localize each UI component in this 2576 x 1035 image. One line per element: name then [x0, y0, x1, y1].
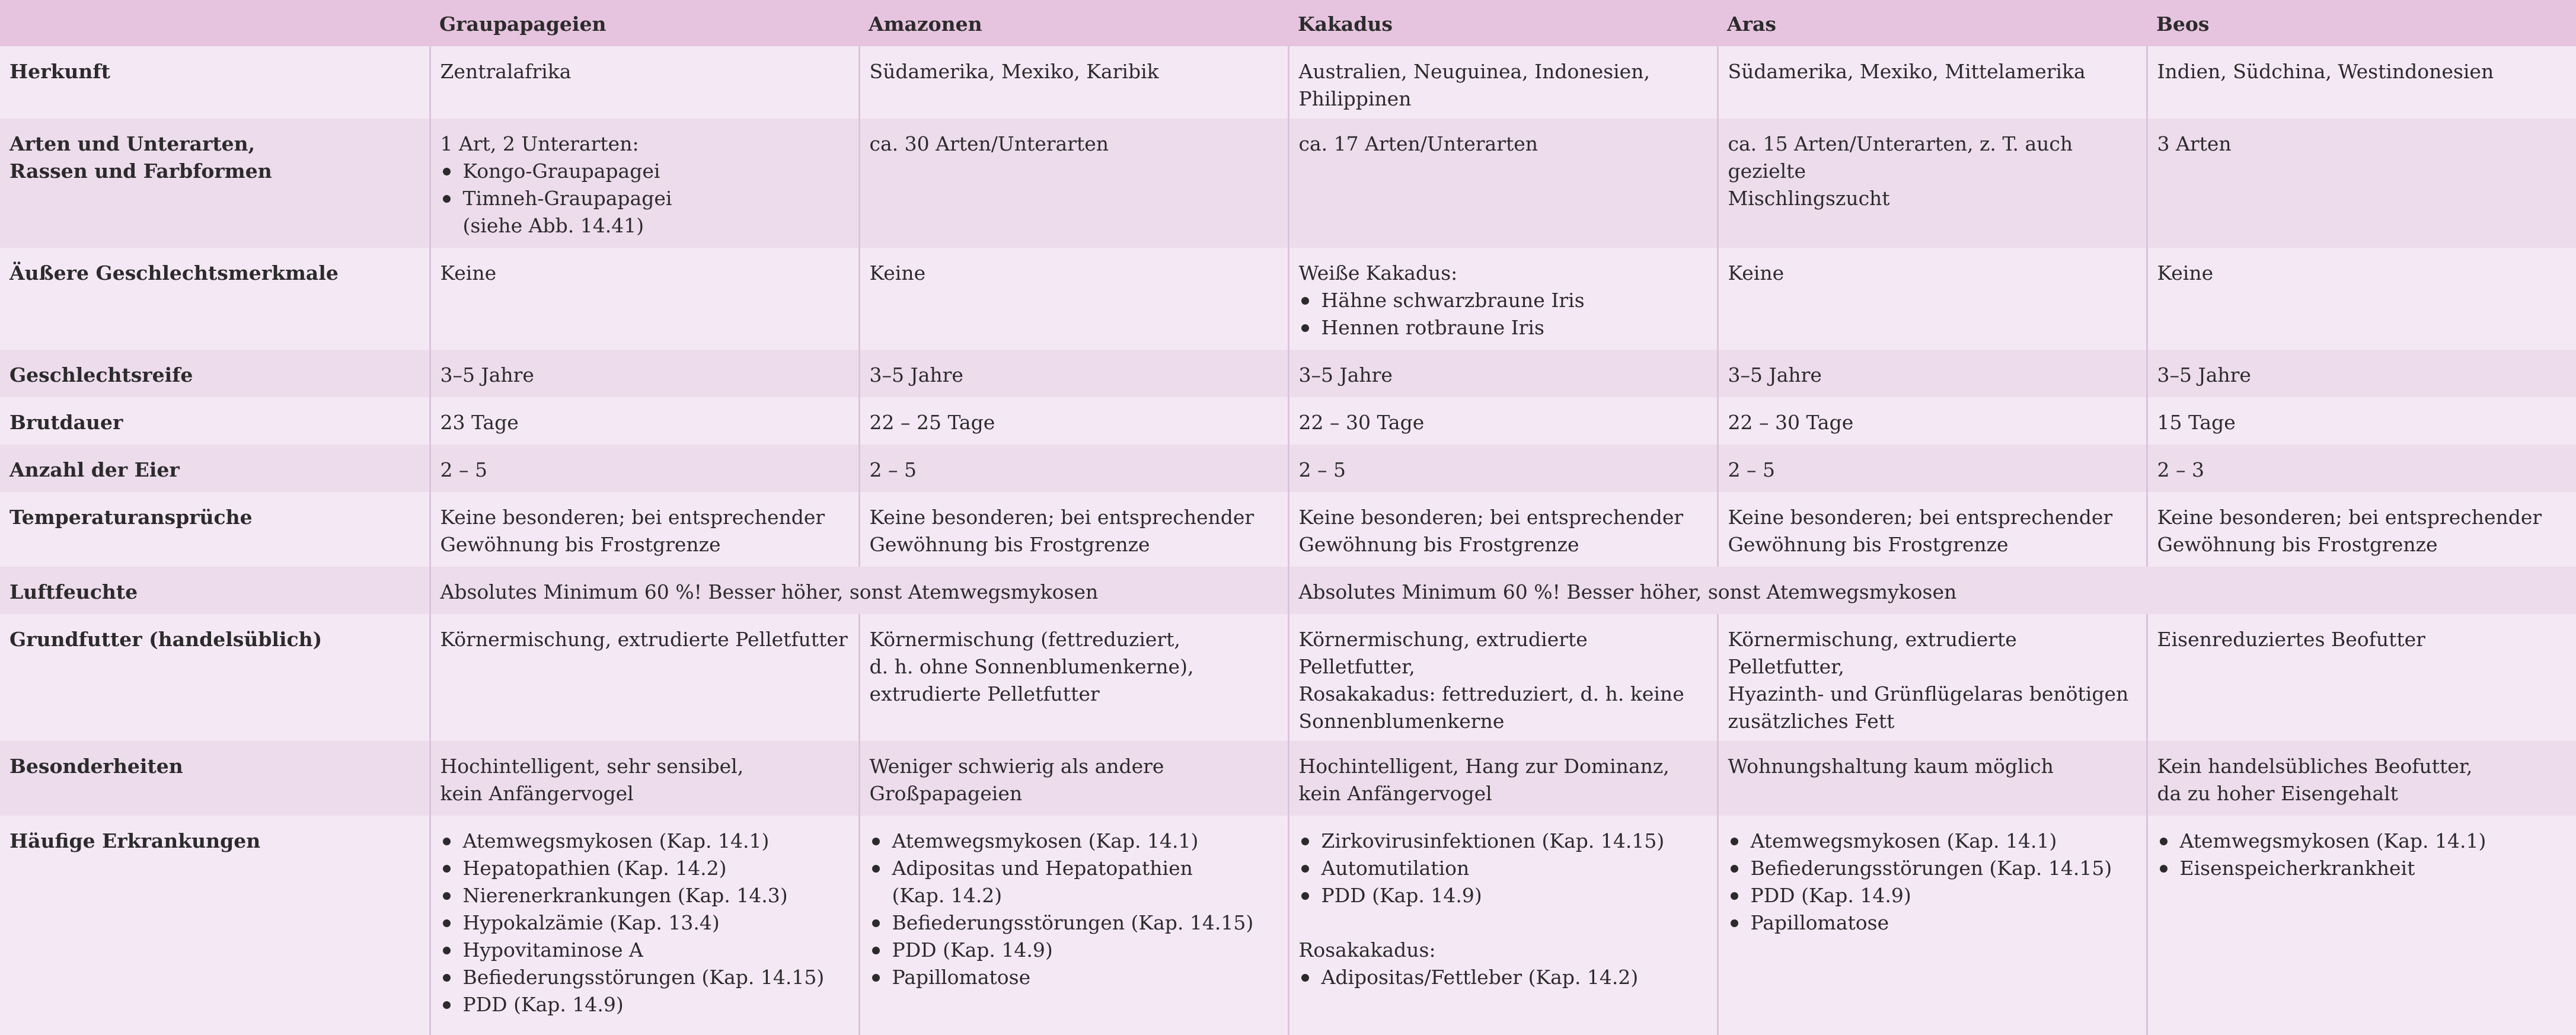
cell-kakadus	[1288, 816, 1718, 1035]
list-item: Kongo-Graupapagei	[440, 158, 849, 185]
row-label: Besonderheiten	[0, 741, 430, 816]
cell-aras: Körnermischung, extrudierte Pelletfutter, Hyazinth- und Grünflügelaras benötigen zusätzliches Fett	[1718, 614, 2147, 741]
cell-graupapageien: 3–5 Jahre	[430, 350, 859, 397]
row-anzahl-eier	[0, 445, 2576, 492]
row-label: Temperaturansprüche	[0, 492, 430, 567]
cell-aras: 3–5 Jahre	[1718, 350, 2147, 397]
bullet-list	[870, 828, 1278, 991]
cell-graupapageien	[430, 119, 859, 248]
bullet-list	[1299, 828, 1707, 909]
list-item: Hepatopathien (Kap. 14.2)	[440, 855, 849, 882]
cell-kakadus	[1288, 248, 1718, 350]
cell-aras: Keine besonderen; bei entsprechender Gewöhnung bis Frostgrenze	[1718, 492, 2147, 567]
row-temperaturansprueche	[0, 492, 2576, 567]
list-item: Befiederungsstörungen (Kap. 14.15)	[440, 964, 849, 991]
row-luftfeuchte	[0, 567, 2576, 614]
list-item: PDD (Kap. 14.9)	[1299, 882, 1707, 909]
cell-beos: Keine besonderen; bei entsprechender Gewöhnung bis Frostgrenze	[2147, 492, 2576, 567]
row-geschlechtsreife	[0, 350, 2576, 397]
list-item: Zirkovirusinfektionen (Kap. 14.15)	[1299, 828, 1707, 855]
row-label: Häufige Erkrankungen	[0, 816, 430, 1035]
cell-beos: Eisenreduziertes Beofutter	[2147, 614, 2576, 741]
cell-aras: ca. 15 Arten/Unterarten, z. T. auch gezielte Mischlingszucht	[1718, 119, 2147, 248]
spacer	[1299, 909, 1707, 937]
bullet-list	[2157, 828, 2567, 882]
cell-intro: 1 Art, 2 Unterarten:	[440, 132, 639, 155]
list-item: Atemwegsmykosen (Kap. 14.1)	[870, 828, 1278, 855]
list-item: Hypokalzämie (Kap. 13.4)	[440, 909, 849, 937]
cell-beos: 2 – 3	[2147, 445, 2576, 492]
cell-aras: Keine	[1718, 248, 2147, 350]
list-item: Adipositas und Hepatopathien (Kap. 14.2)	[870, 855, 1278, 909]
list-item: Befiederungsstörungen (Kap. 14.15)	[1728, 855, 2137, 882]
cell-amazonen: Körnermischung (fettreduziert, d. h. ohne Sonnenblumenkerne), extrudierte Pelletfutter	[859, 614, 1288, 741]
cell-aras: 22 – 30 Tage	[1718, 397, 2147, 445]
row-brutdauer	[0, 397, 2576, 445]
header-amazonen: Amazonen	[859, 0, 1288, 46]
list-item: Papillomatose	[1728, 909, 2137, 937]
cell-amazonen	[859, 816, 1288, 1035]
cell-kakadus: Australien, Neuguinea, Indonesien, Philippinen	[1288, 46, 1718, 119]
cell-beos: 15 Tage	[2147, 397, 2576, 445]
row-grundfutter	[0, 614, 2576, 741]
cell-amazonen: 22 – 25 Tage	[859, 397, 1288, 445]
list-item: Adipositas/Fettleber (Kap. 14.2)	[1299, 964, 1707, 991]
cell-beos: Indien, Südchina, Westindonesien	[2147, 46, 2576, 119]
row-label: Herkunft	[0, 46, 430, 119]
header-graupapageien: Graupapageien	[430, 0, 859, 46]
header-aras: Aras	[1718, 0, 2147, 46]
cell-luftfeuchte-right: Absolutes Minimum 60 %! Besser höher, sonst Atemwegsmykosen	[1288, 567, 2576, 614]
cell-amazonen: Keine besonderen; bei entsprechender Gewöhnung bis Frostgrenze	[859, 492, 1288, 567]
header-row	[0, 0, 2576, 46]
row-erkrankungen	[0, 816, 2576, 1035]
list-item: Papillomatose	[870, 964, 1278, 991]
cell-luftfeuchte-left: Absolutes Minimum 60 %! Besser höher, sonst Atemwegsmykosen	[430, 567, 1288, 614]
bullet-list	[1299, 287, 1707, 341]
row-label: Brutdauer	[0, 397, 430, 445]
cell-aras: Südamerika, Mexiko, Mittelamerika	[1718, 46, 2147, 119]
bullet-list	[440, 828, 849, 1018]
row-label: Äußere Geschlechtsmerkmale	[0, 248, 430, 350]
list-item: PDD (Kap. 14.9)	[870, 937, 1278, 964]
cell-graupapageien: Hochintelligent, sehr sensibel, kein Anfängervogel	[430, 741, 859, 816]
list-item: Atemwegsmykosen (Kap. 14.1)	[440, 828, 849, 855]
row-arten	[0, 119, 2576, 248]
list-item: Nierenerkrankungen (Kap. 14.3)	[440, 882, 849, 909]
bullet-list	[1728, 828, 2137, 937]
cell-amazonen: 3–5 Jahre	[859, 350, 1288, 397]
cell-kakadus: Hochintelligent, Hang zur Dominanz, kein Anfängervogel	[1288, 741, 1718, 816]
cell-intro: Weiße Kakadus:	[1298, 261, 1458, 285]
cell-amazonen: ca. 30 Arten/Unterarten	[859, 119, 1288, 248]
row-geschlechtsmerkmale	[0, 248, 2576, 350]
cell-beos: 3–5 Jahre	[2147, 350, 2576, 397]
cell-amazonen: Südamerika, Mexiko, Karibik	[859, 46, 1288, 119]
list-item: Eisenspeicherkrankheit	[2157, 855, 2567, 882]
cell-aras: 2 – 5	[1718, 445, 2147, 492]
cell-kakadus: 3–5 Jahre	[1288, 350, 1718, 397]
row-label: Geschlechtsreife	[0, 350, 430, 397]
bullet-list	[1299, 964, 1707, 991]
cell-aras: Wohnungshaltung kaum möglich	[1718, 741, 2147, 816]
list-item: Hähne schwarzbraune Iris	[1299, 287, 1707, 314]
list-item: Befiederungsstörungen (Kap. 14.15)	[870, 909, 1278, 937]
cell-graupapageien	[430, 816, 859, 1035]
row-label: Grundfutter (handelsüblich)	[0, 614, 430, 741]
cell-beos: Kein handelsübliches Beofutter, da zu hoher Eisengehalt	[2147, 741, 2576, 816]
cell-graupapageien: Körnermischung, extrudierte Pelletfutter	[430, 614, 859, 741]
cell-graupapageien: Keine	[430, 248, 859, 350]
row-herkunft	[0, 46, 2576, 119]
bullet-list	[440, 158, 849, 239]
cell-graupapageien: 23 Tage	[430, 397, 859, 445]
cell-beos	[2147, 816, 2576, 1035]
row-label: Anzahl der Eier	[0, 445, 430, 492]
cell-amazonen: Weniger schwierig als andere Großpapageien	[859, 741, 1288, 816]
row-label: Arten und Unterarten, Rassen und Farbformen	[0, 119, 430, 248]
header-beos: Beos	[2147, 0, 2576, 46]
row-besonderheiten	[0, 741, 2576, 816]
header-kakadus: Kakadus	[1288, 0, 1718, 46]
list-item: Timneh-Graupapagei (siehe Abb. 14.41)	[440, 185, 849, 239]
cell-graupapageien: Keine besonderen; bei entsprechender Gewöhnung bis Frostgrenze	[430, 492, 859, 567]
list-item: Hennen rotbraune Iris	[1299, 314, 1707, 341]
cell-graupapageien: Zentralafrika	[430, 46, 859, 119]
cell-kakadus: Körnermischung, extrudierte Pelletfutter, Rosakakadus: fettreduziert, d. h. keine Sonnenblumenkerne	[1288, 614, 1718, 741]
cell-amazonen: Keine	[859, 248, 1288, 350]
list-item: Atemwegsmykosen (Kap. 14.1)	[2157, 828, 2567, 855]
cell-kakadus: 22 – 30 Tage	[1288, 397, 1718, 445]
row-label: Luftfeuchte	[0, 567, 430, 614]
header-corner	[0, 0, 430, 46]
list-item: Hypovitaminose A	[440, 937, 849, 964]
cell-graupapageien: 2 – 5	[430, 445, 859, 492]
list-item: Automutilation	[1299, 855, 1707, 882]
list-item: PDD (Kap. 14.9)	[1728, 882, 2137, 909]
cell-kakadus: Keine besonderen; bei entsprechender Gewöhnung bis Frostgrenze	[1288, 492, 1718, 567]
cell-amazonen: 2 – 5	[859, 445, 1288, 492]
cell-kakadus: ca. 17 Arten/Unterarten	[1288, 119, 1718, 248]
cell-beos: 3 Arten	[2147, 119, 2576, 248]
list-item: PDD (Kap. 14.9)	[440, 991, 849, 1018]
list-item: Atemwegsmykosen (Kap. 14.1)	[1728, 828, 2137, 855]
cell-beos: Keine	[2147, 248, 2576, 350]
cell-intro: Rosakakadus:	[1298, 938, 1436, 961]
cell-aras	[1718, 816, 2147, 1035]
cell-kakadus: 2 – 5	[1288, 445, 1718, 492]
